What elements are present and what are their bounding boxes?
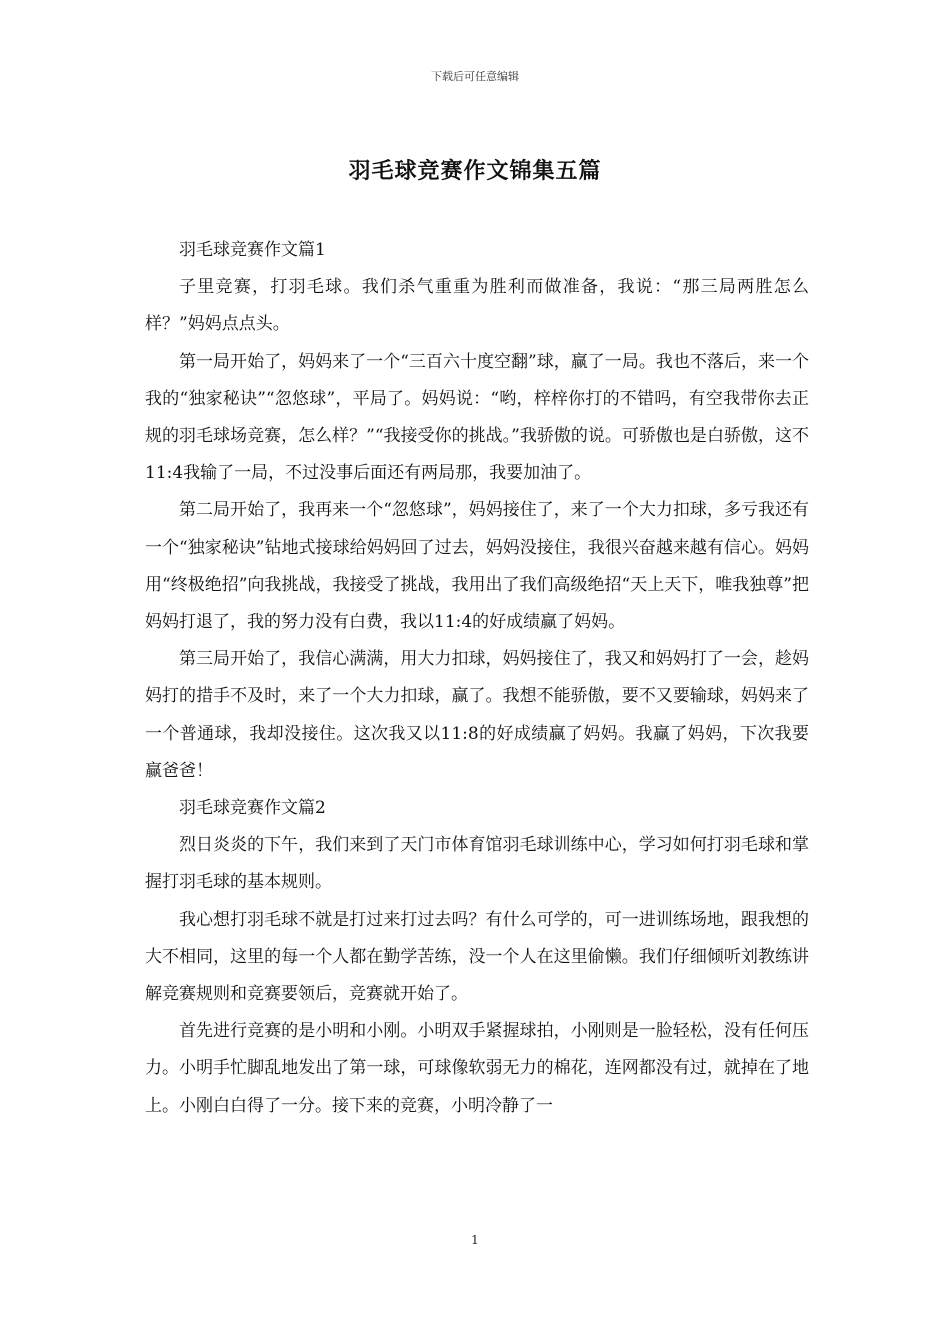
paragraph: 子里竞赛，打羽毛球。我们杀气重重为胜利而做准备，我说：“那三局两胜怎么样？”妈妈点点头。 — [145, 277, 809, 335]
section-heading-1: 羽毛球竞赛作文篇1 — [179, 240, 326, 260]
paragraph: 第三局开始了，我信心满满，用大力扣球，妈妈接住了，我又和妈妈打了一会，趁妈妈打的措手不及时，来了一个大力扣球，赢了。我想不能骄傲，要不又要输球，妈妈来了一个普通球，我却没接住。这次我又以11:8的好成绩赢了妈妈。我赢了妈妈，下次我要赢爸爸！ — [145, 649, 809, 781]
document-title: 羽毛球竞赛作文锦集五篇 — [348, 158, 602, 184]
section-heading-2: 羽毛球竞赛作文篇2 — [179, 798, 326, 819]
paragraph: 第二局开始了，我再来一个“忽悠球”，妈妈接住了，来了一个大力扣球，多亏我还有一个“独家秘诀”钻地式接球给妈妈回了过去，妈妈没接住，我很兴奋越来越有信心。妈妈用“终极绝招”向我挑战，我接受了挑战，我用出了我们高级绝招“天上天下，唯我独尊”把妈妈打退了，我的努力没有白费，我以11:4的好成绩赢了妈妈。 — [145, 500, 809, 633]
paragraph: 烈日炎炎的下午，我们来到了天门市体育馆羽毛球训练中心，学习如何打羽毛球和掌握打羽毛球的基本规则。 — [145, 835, 809, 893]
paragraph: 首先进行竞赛的是小明和小刚。小明双手紧握球拍，小刚则是一脸轻松，没有任何压力。小明手忙脚乱地发出了第一球，可球像软弱无力的棉花，连网都没有过，就掉在了地上。小刚白白得了一分。接下来的竞赛，小明冷静了一 — [145, 1021, 809, 1116]
page-header-note: 下载后可任意编辑 — [431, 70, 519, 83]
paragraph: 我心想打羽毛球不就是打过来打过去吗？有什么可学的，可一进训练场地，跟我想的大不相同，这里的每一个人都在勤学苦练，没一个人在这里偷懒。我们仔细倾听刘教练讲解竞赛规则和竞赛要领后，竞赛就开始了。 — [145, 909, 809, 1005]
document-body — [145, 232, 809, 1125]
paragraph: 第一局开始了，妈妈来了一个“三百六十度空翻”球，赢了一局。我也不落后，来一个我的“独家秘诀”“忽悠球”，平局了。妈妈说：“哟，梓梓你打的不错吗，有空我带你去正规的羽毛球场竞赛，怎么样？”“我接受你的挑战。”我骄傲的说。可骄傲也是白骄傲，这不11:4我输了一局，不过没事后面还有两局那，我要加油了。 — [145, 351, 809, 484]
page-number: 1 — [471, 1233, 479, 1247]
